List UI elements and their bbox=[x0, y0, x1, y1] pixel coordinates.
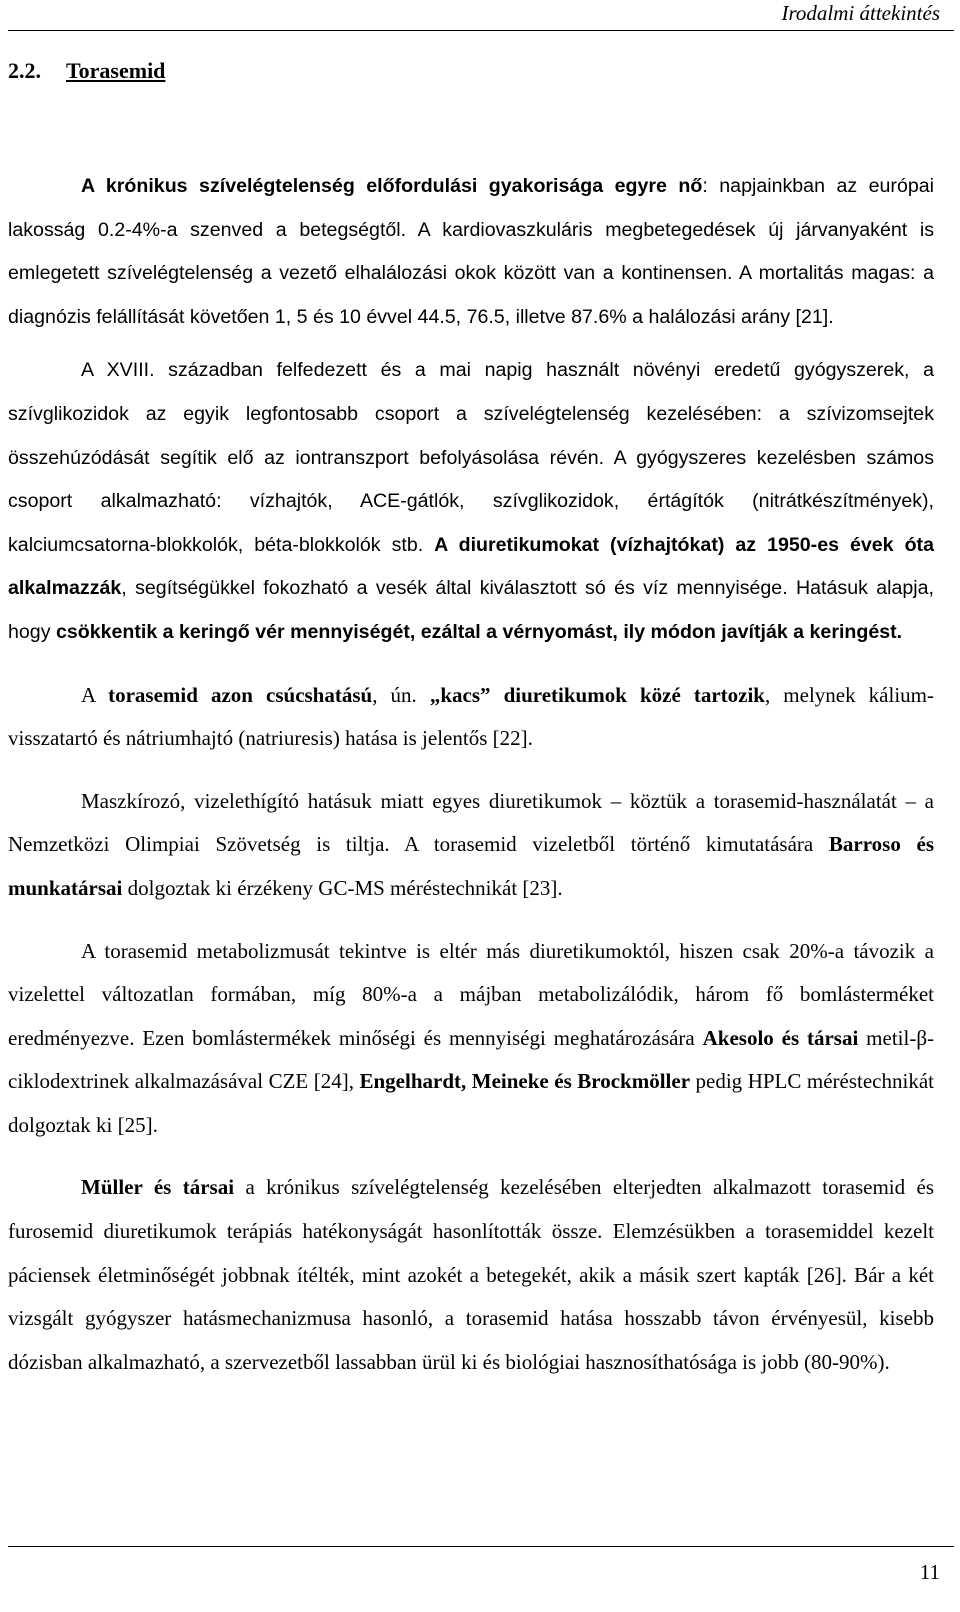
text-run: A torasemid metabolizmusát tekintve is eltér más diuretikumoktól, hiszen csak 20%-a távozik a vizelettel változatlan formában, míg 80%-a a májban metabolizálódik, három fő bomlásterméket eredményezve. Ezen bomlástermékek minőségi és mennyiségi meghatározására bbox=[8, 938, 934, 1050]
bold-text-run: csökkentik a keringő vér mennyiségét, ezáltal a vérnyomást, ily módon javítják a keringést. bbox=[55, 620, 903, 643]
paragraph-1 bbox=[8, 165, 934, 339]
bold-text-run: torasemid azon csúcshatású bbox=[108, 682, 373, 707]
paragraph-6 bbox=[8, 1166, 934, 1384]
page-number: 11 bbox=[919, 1560, 940, 1584]
bold-text-run: A diuretikumokat (vízhajtókat) az 1950-es évek óta alkalmazzák bbox=[8, 533, 934, 600]
text-run: pedig HPLC méréstechnikát dolgoztak ki [25]. bbox=[8, 1069, 934, 1137]
text-run: A bbox=[81, 682, 109, 707]
section-number: 2.2. bbox=[8, 58, 41, 83]
paragraph-2 bbox=[8, 349, 934, 654]
bold-text-run: Barroso és munkatársai bbox=[8, 832, 934, 900]
running-header: Irodalmi áttekintés bbox=[781, 1, 940, 25]
section-title: Torasemid bbox=[66, 58, 166, 83]
footer-divider bbox=[8, 1546, 954, 1547]
paragraph-4 bbox=[8, 780, 934, 911]
bold-text-run: A krónikus szívelégtelenség előfordulási gyakorisága egyre nő bbox=[81, 175, 703, 197]
text-run: metil-β-ciklodextrinek alkalmazásával CZE [24], bbox=[8, 1025, 934, 1094]
paragraph-5 bbox=[8, 930, 934, 1148]
bold-text-run: „kacs” diuretikumok közé tartozik bbox=[429, 682, 765, 707]
text-run: , melynek kálium-visszatartó és nátriumhajtó (natriuresis) hatása is jelentős [22]. bbox=[8, 682, 934, 751]
bold-text-run: Engelhardt, Meineke és Brockmöller bbox=[359, 1069, 691, 1094]
text-run: , segítségükkel fokozható a vesék által kiválasztott só és víz mennyisége. Hatásuk alapja, hogy bbox=[8, 577, 934, 643]
bold-text-run: Müller és társai bbox=[81, 1175, 235, 1200]
text-run: dolgoztak ki érzékeny GC-MS méréstechnikát [23]. bbox=[122, 875, 563, 900]
paragraph-3 bbox=[8, 674, 934, 761]
text-run: a krónikus szívelégtelenség kezelésében elterjedten alkalmazott torasemid és furosemid diuretikumok terápiás hatékonyságát hasonlították össze. Elemzésükben a torasemiddel kezelt páciensek életminőségét jobbnak ítélték, mint azokét a betegekét, akik a másik szert kapták [26]. Bár a két vizsgált gyógyszer hatásmechanizmusa hasonló, a torasemid hatása hosszabb távon érvényesül, kisebb dózisban alkalmazható, a szervezetből lassabban ürül ki és biológiai hasznosíthatósága is jobb (80-90%). bbox=[8, 1175, 935, 1374]
header-divider bbox=[8, 30, 954, 31]
text-run: , ún. bbox=[372, 682, 430, 707]
body-text bbox=[8, 165, 934, 1384]
text-run: Maszkírozó, vizelethígító hatásuk miatt egyes diuretikumok – köztük a torasemid-használatát – a Nemzetközi Olimpiai Szövetség is tiltja. A torasemid vizeletből történő kimutatására bbox=[8, 788, 934, 857]
text-run: A XVIII. században felfedezett és a mai napig használt növényi eredetű gyógyszerek, a szívglikozidok az egyik legfontosabb csoport a szívelégtelenség kezelésében: a szívizomsejtek összehúzódását segítik elő az iontranszport befolyásolása révén. A gyógyszeres kezelésben számos csoport alkalmazható: vízhajtók, ACE-gátlók, szívglikozidok, értágítók (nitrátkészítmények), kalciumcsatorna-blokkolók, béta-blokkolók stb. bbox=[8, 359, 934, 556]
bold-text-run: Akesolo és társai bbox=[702, 1025, 859, 1050]
section-heading bbox=[8, 58, 165, 84]
text-run: : napjainkban az európai lakosság 0.2-4%-a szenved a betegségtől. A kardiovaszkuláris megbetegedések új járvanyaként is emlegetett szívelégtelenség a vezető elhalálozási okok között van a kontinensen. A mortalitás magas: a diagnózis felállítását követően 1, 5 és 10 évvel 44.5, 76.5, illetve 87.6% a halálozási arány [21]. bbox=[8, 175, 934, 328]
